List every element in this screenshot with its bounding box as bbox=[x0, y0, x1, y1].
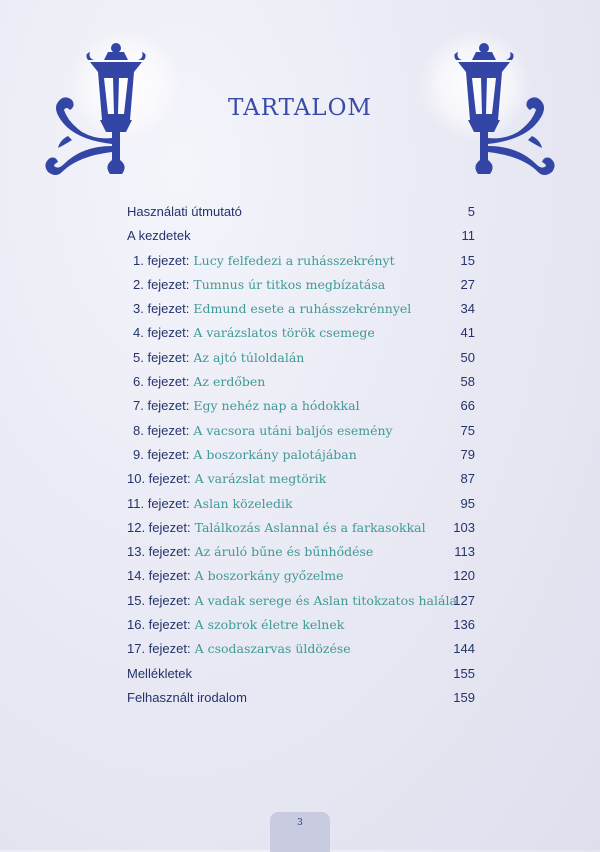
chapter-title: Egy nehéz nap a hódokkal bbox=[193, 398, 360, 414]
toc-page-number: 75 bbox=[460, 422, 475, 438]
chapter-number: 8. fejezet: bbox=[133, 422, 190, 438]
chapter-number: 6. fejezet: bbox=[133, 374, 190, 390]
chapter-title: A vadak serege és Aslan titokzatos halála bbox=[194, 592, 457, 608]
toc-page-number: 27 bbox=[460, 276, 475, 292]
toc-chapter[interactable] bbox=[127, 370, 475, 394]
toc-chapter[interactable] bbox=[127, 637, 475, 661]
chapter-title: A boszorkány palotájában bbox=[193, 446, 357, 462]
toc-entry-label: Felhasznált irodalom bbox=[127, 689, 247, 705]
toc-chapter[interactable] bbox=[127, 394, 475, 418]
toc-chapter[interactable] bbox=[127, 492, 475, 516]
chapter-number: 4. fejezet: bbox=[133, 325, 190, 341]
chapter-title: Az erdőben bbox=[193, 374, 266, 390]
chapter-title: A varázslat megtörik bbox=[194, 471, 327, 487]
toc-page-number: 41 bbox=[460, 325, 475, 341]
chapter-title: A szobrok életre kelnek bbox=[194, 617, 345, 633]
chapter-number: 13. fejezet: bbox=[127, 544, 191, 560]
toc-page-number: 34 bbox=[460, 301, 475, 317]
page-number: 3 bbox=[297, 818, 303, 828]
toc-chapter[interactable] bbox=[127, 297, 475, 321]
toc-chapter[interactable] bbox=[127, 589, 475, 613]
toc-chapter[interactable] bbox=[127, 249, 475, 273]
chapter-title: Az áruló bűne és bűnhődése bbox=[194, 544, 374, 560]
chapter-number: 3. fejezet: bbox=[133, 301, 190, 317]
toc-page-number: 159 bbox=[453, 689, 475, 705]
toc-entry[interactable] bbox=[127, 686, 475, 710]
toc-chapter[interactable] bbox=[127, 419, 475, 443]
toc-page-number: 58 bbox=[460, 374, 475, 390]
toc-chapter[interactable] bbox=[127, 516, 475, 540]
toc-page-number: 103 bbox=[453, 519, 475, 535]
toc-chapter[interactable] bbox=[127, 273, 475, 297]
toc-page-number: 120 bbox=[453, 568, 475, 584]
chapter-number: 1. fejezet: bbox=[133, 252, 190, 268]
toc-chapter[interactable] bbox=[127, 564, 475, 588]
chapter-title: Találkozás Aslannal és a farkasokkal bbox=[194, 519, 426, 535]
chapter-number: 17. fejezet: bbox=[127, 641, 191, 657]
table-of-contents bbox=[127, 200, 475, 710]
toc-page-number: 87 bbox=[460, 471, 475, 487]
chapter-title: Aslan közeledik bbox=[193, 495, 293, 511]
toc-page-number: 136 bbox=[453, 617, 475, 633]
chapter-number: 5. fejezet: bbox=[133, 349, 190, 365]
chapter-title: A csodaszarvas üldözése bbox=[194, 641, 351, 657]
toc-entry[interactable] bbox=[127, 224, 475, 248]
chapter-number: 9. fejezet: bbox=[133, 446, 190, 462]
toc-page-number: 95 bbox=[460, 495, 475, 511]
toc-chapter[interactable] bbox=[127, 467, 475, 491]
toc-page-number: 155 bbox=[453, 665, 475, 681]
chapter-number: 2. fejezet: bbox=[133, 276, 190, 292]
toc-chapter[interactable] bbox=[127, 540, 475, 564]
toc-page-number: 5 bbox=[467, 204, 475, 219]
toc-page-number: 113 bbox=[454, 544, 475, 560]
page-title: TARTALOM bbox=[228, 95, 372, 121]
chapter-title: Lucy felfedezi a ruhásszekrényt bbox=[193, 252, 395, 268]
toc-chapter[interactable] bbox=[127, 321, 475, 345]
toc-chapter[interactable] bbox=[127, 346, 475, 370]
chapter-number: 12. fejezet: bbox=[127, 519, 191, 535]
toc-entry[interactable] bbox=[127, 662, 475, 686]
toc-chapter[interactable] bbox=[127, 443, 475, 467]
chapter-title: Edmund esete a ruhásszekrénnyel bbox=[193, 301, 412, 317]
chapter-number: 15. fejezet: bbox=[127, 592, 191, 608]
chapter-title: A vacsora utáni baljós esemény bbox=[193, 422, 393, 438]
toc-page-number: 144 bbox=[453, 641, 475, 657]
toc-page-number: 79 bbox=[460, 446, 475, 462]
toc-entry-label: A kezdetek bbox=[127, 228, 191, 244]
chapter-title: A boszorkány győzelme bbox=[194, 568, 344, 584]
toc-page-number: 15 bbox=[460, 252, 475, 268]
chapter-title: Az ajtó túloldalán bbox=[193, 349, 305, 365]
toc-page-number: 66 bbox=[460, 398, 475, 414]
toc-entry-label: Használati útmutató bbox=[127, 204, 242, 219]
toc-page-number: 50 bbox=[460, 349, 475, 365]
chapter-title: A varázslatos török csemege bbox=[193, 325, 375, 341]
chapter-number: 10. fejezet: bbox=[127, 471, 191, 487]
chapter-number: 16. fejezet: bbox=[127, 617, 191, 633]
chapter-number: 14. fejezet: bbox=[127, 568, 191, 584]
chapter-number: 11. fejezet: bbox=[127, 495, 190, 511]
toc-chapter[interactable] bbox=[127, 613, 475, 637]
chapter-title: Tumnus úr titkos megbízatása bbox=[193, 276, 386, 292]
toc-page-number: 11 bbox=[461, 228, 475, 244]
toc-page-number: 127 bbox=[453, 592, 475, 608]
toc-entry[interactable] bbox=[127, 200, 475, 224]
chapter-number: 7. fejezet: bbox=[133, 398, 190, 414]
toc-entry-label: Mellékletek bbox=[127, 665, 193, 681]
